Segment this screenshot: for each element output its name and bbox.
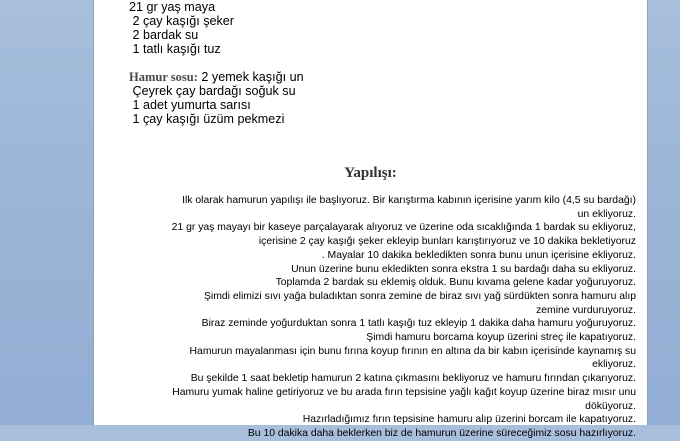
sauce-item: 1 adet yumurta sarısı bbox=[129, 98, 251, 112]
sauce-label: Hamur sosu: bbox=[129, 70, 198, 84]
sauce-item: 1 çay kaşığı üzüm pekmezi bbox=[129, 112, 285, 126]
paragraph-line: Hamuru yumak haline getiriyoruz ve bu arada fırın tepsisine yağlı kağıt koyup üzerine biraz mısır unu bbox=[172, 386, 636, 398]
sauce-line bbox=[129, 70, 304, 85]
document-page bbox=[93, 0, 648, 439]
sauce-first-item: 2 yemek kaşığı un bbox=[197, 70, 304, 84]
paragraph-line: 21 gr yaş mayayı bir kaseye parçalayarak alıyoruz ve üzerine oda sıcaklığında 1 bardak su ekliyoruz, bbox=[171, 222, 636, 234]
ingredient-line: 1 tatlı kaşığı tuz bbox=[129, 42, 221, 56]
paragraph-line: Şimdi hamuru borcama koyup üzerini streç ile kapatıyoruz. bbox=[366, 332, 636, 344]
ingredient-line: 2 bardak su bbox=[129, 28, 199, 42]
paragraph-line: Biraz zeminde yoğurduktan sonra 1 tatlı kaşığı tuz ekleyip 1 dakika daha hamuru yoğuruyoruz. bbox=[201, 318, 636, 330]
section-heading: Yapılışı: bbox=[344, 165, 397, 181]
paragraph-line: Bu şekilde 1 saat bekletip hamurun 2 katına çıkmasını bekliyoruz ve hamuru fırından çıkarıyoruz. bbox=[190, 373, 636, 385]
paragraph-line: ekliyoruz. bbox=[592, 359, 636, 371]
paragraph-line: un ekliyoruz. bbox=[577, 208, 636, 220]
ingredient-line: 2 çay kaşığı şeker bbox=[129, 14, 234, 28]
paragraph-line: Bu 10 dakika daha beklerken biz de hamurun üzerine süreceğimiz sosu hazırlıyoruz. bbox=[247, 427, 636, 439]
paragraph-line: içerisine 2 çay kaşığı şeker ekleyip bunları karıştırıyoruz ve 10 dakika bekletiyoruz bbox=[258, 236, 636, 248]
ingredient-line: 21 gr yaş maya bbox=[129, 0, 216, 14]
instructions-paragraph bbox=[124, 194, 636, 441]
paragraph-line: Şimdi elimizi sıvı yağa buladıktan sonra zemine de biraz sıvı yağ sürdükten sonra hamuru alıp bbox=[204, 290, 636, 302]
paragraph-line: Ilk olarak hamurun yapılışı ile başlıyoruz. Bir karıştırma kabının içerisine yarım kilo (4,5 su bardağı) bbox=[182, 195, 636, 206]
paragraph-line: Hazırladığımız fırın tepsisine hamuru alıp üzerini borcam ile kapatıyoruz. bbox=[302, 414, 636, 426]
paragraph-line: . Mayalar 10 dakika bekledikten sonra bunu unun içerisine ekliyoruz. bbox=[321, 249, 636, 261]
paragraph-line: döküyoruz. bbox=[585, 400, 636, 412]
paragraph-line: Toplamda 2 bardak su eklemiş olduk. Bunu kıvama gelene kadar yoğuruyoruz. bbox=[275, 277, 636, 289]
paragraph-line: Unun üzerine bunu ekledikten sonra ekstra 1 su bardağı daha su ekliyoruz. bbox=[291, 263, 636, 275]
paragraph-line: zemine vurduruyoruz. bbox=[536, 304, 636, 316]
sauce-item: Çeyrek çay bardağı soğuk su bbox=[129, 84, 296, 98]
paragraph-line: Hamurun mayalanması için bunu fırına koyup fırının en altına da bir kabın içerisinde kaynamış su bbox=[189, 345, 636, 357]
